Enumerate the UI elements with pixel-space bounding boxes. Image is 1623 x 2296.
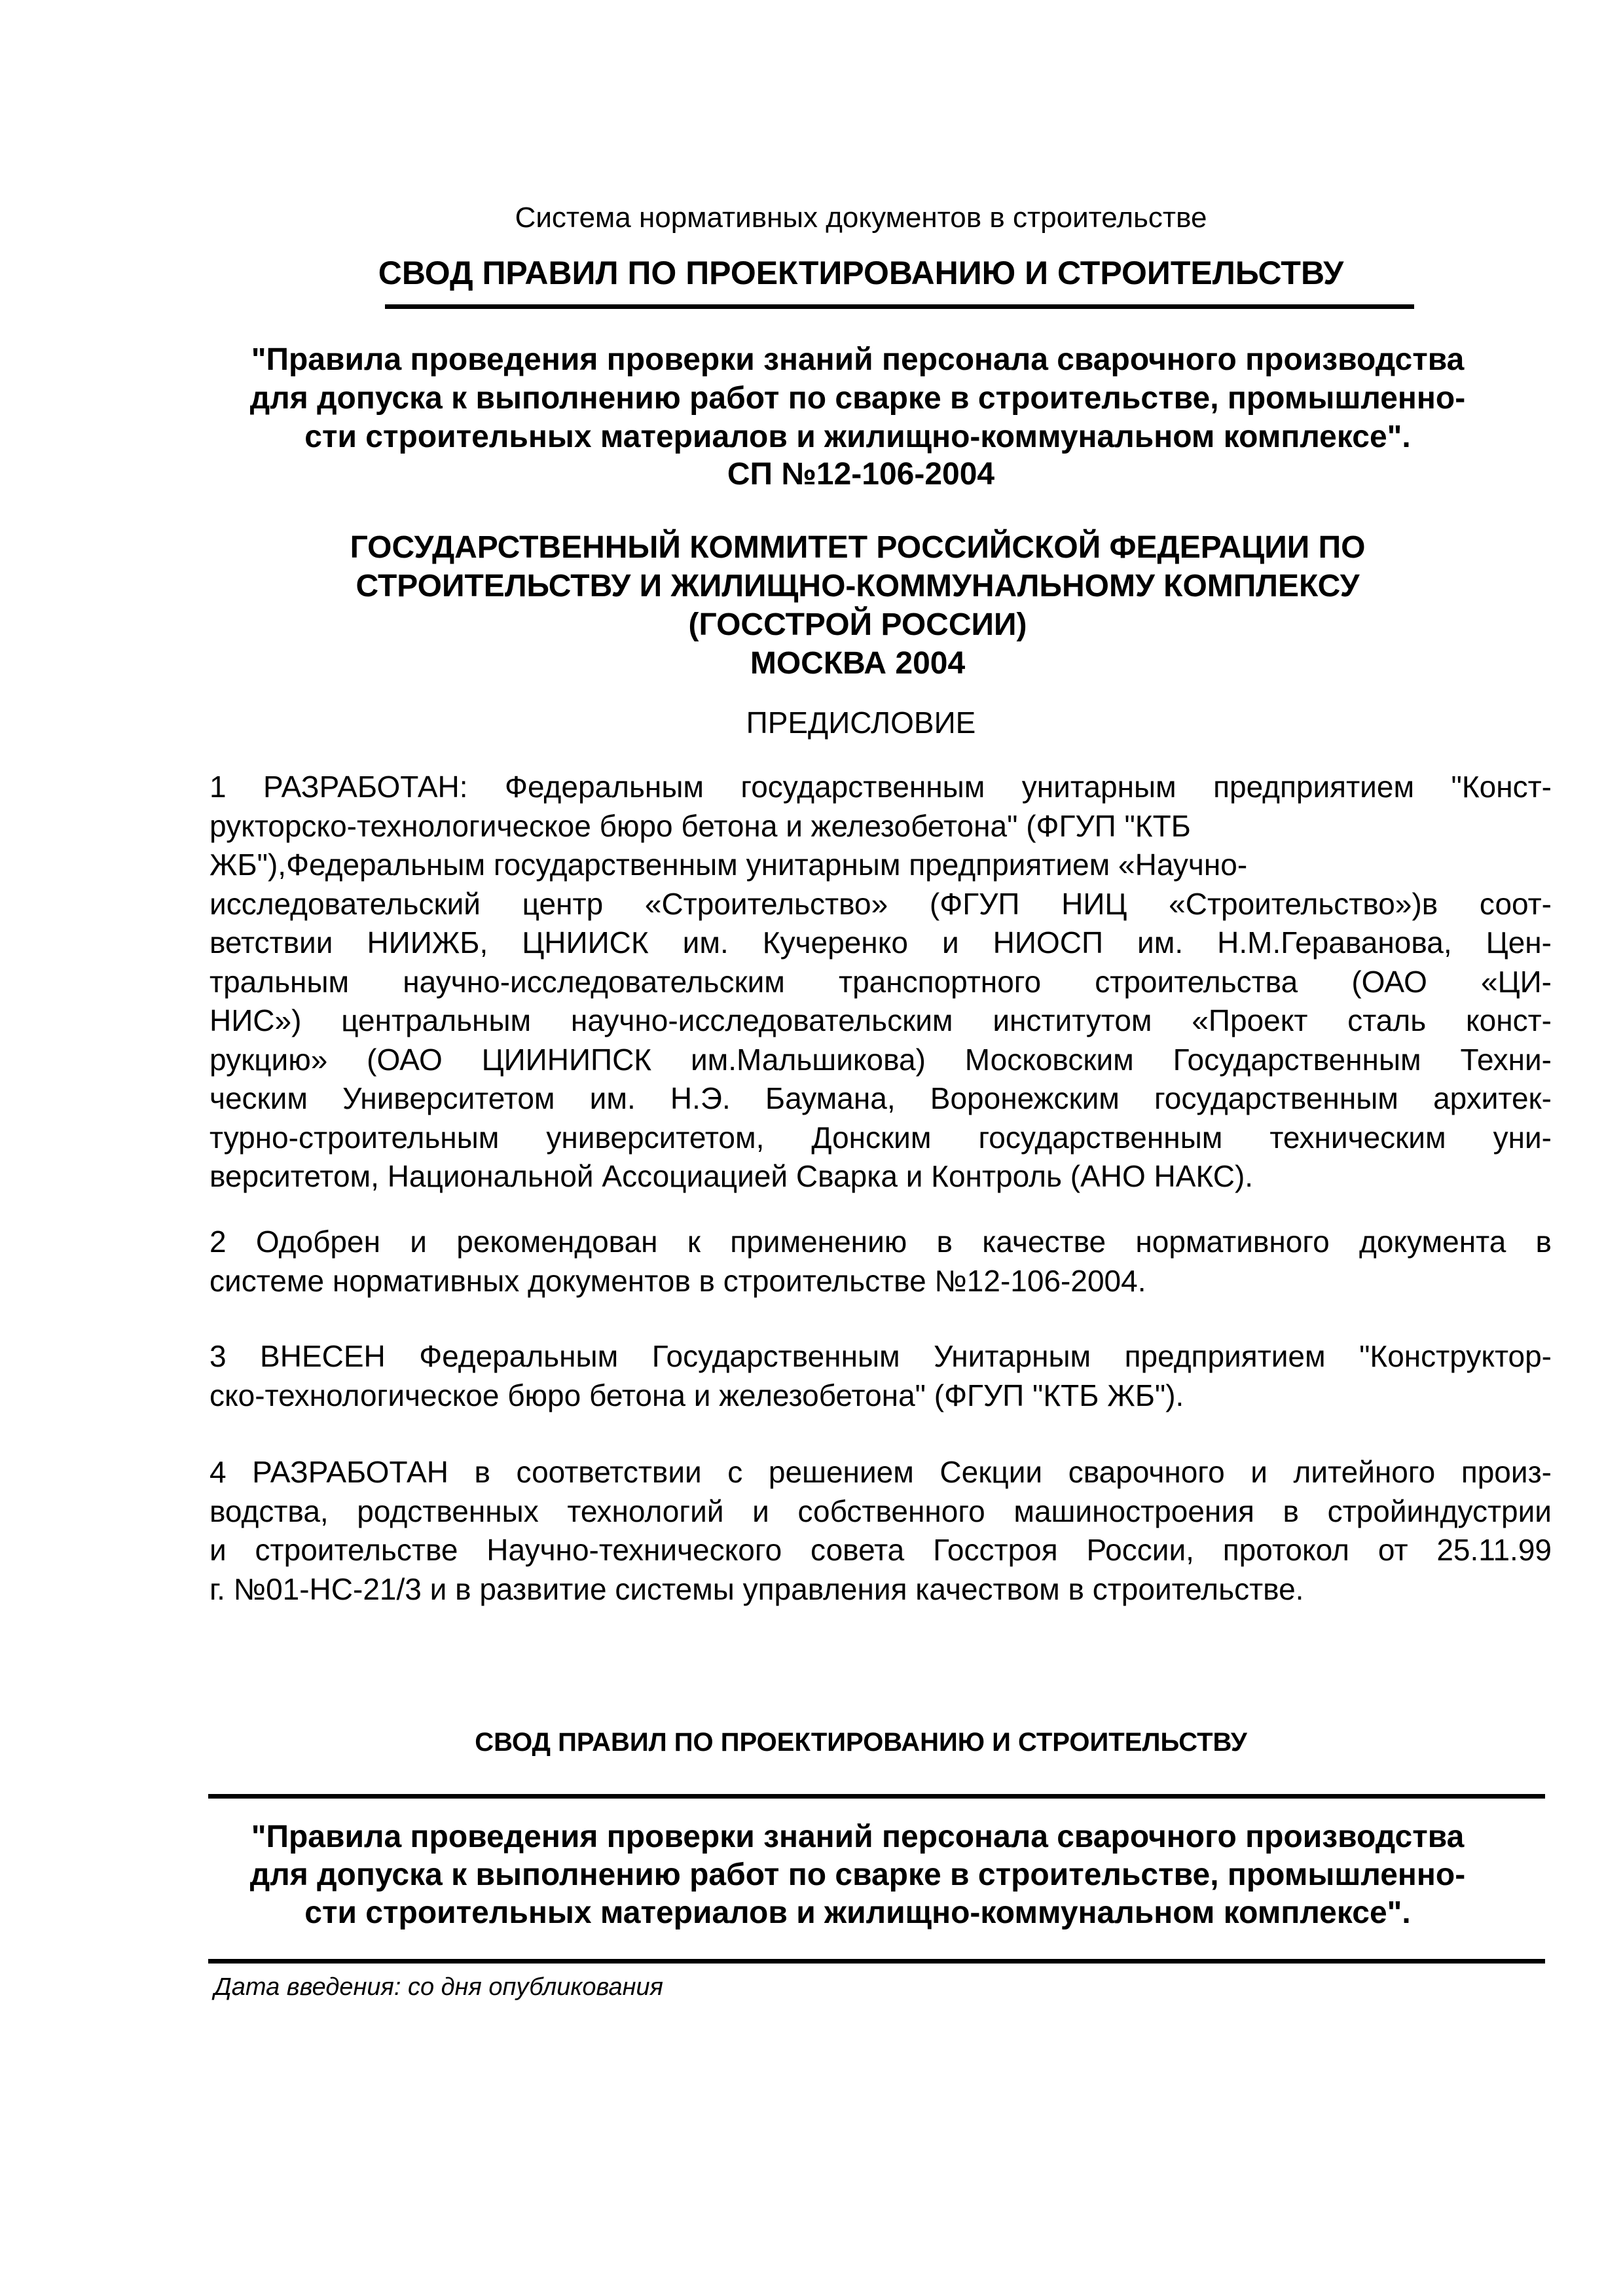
paragraph-line: ветствии НИИЖБ, ЦНИИСК им. Кучеренко и НИОСП им. Н.М.Гераванова, Цен- [210, 925, 1552, 960]
preface-heading: ПРЕДИСЛОВИЕ [746, 706, 976, 740]
paragraph-line: г. №01-НС-21/3 и в развитие системы управления качеством в строительстве. [210, 1571, 1304, 1606]
paragraph-line: 2 Одобрен и рекомендован к применению в качестве нормативного документа в [210, 1225, 1552, 1259]
paragraph-line: 3 ВНЕСЕН Федеральным Государственным Унитарным предприятием "Конструктор- [210, 1339, 1552, 1373]
paragraph-line: системе нормативных документов в строительстве №12-106-2004. [210, 1263, 1146, 1298]
paragraph-line: тральным научно-исследовательским транспортного строительства (ОАО «ЦИ- [210, 964, 1552, 999]
preface-paragraph-1 [210, 768, 1552, 1196]
organization-line: МОСКВА 2004 [750, 646, 966, 681]
code-of-rules-title: СВОД ПРАВИЛ ПО ПРОЕКТИРОВАНИЮ И СТРОИТЕЛЬСТВУ [378, 255, 1344, 291]
document-title-line: для допуска к выполнению работ по сварке в строительстве, промышленно- [249, 1857, 1466, 1892]
organization-line: СТРОИТЕЛЬСТВУ И ЖИЛИЩНО-КОММУНАЛЬНОМУ КОМПЛЕКСУ [356, 569, 1360, 603]
document-title-line: для допуска к выполнению работ по сварке в строительстве, промышленно- [249, 381, 1466, 416]
code-of-rules-title-repeat: СВОД ПРАВИЛ ПО ПРОЕКТИРОВАНИЮ И СТРОИТЕЛЬСТВУ [475, 1728, 1247, 1757]
paragraph-line: водства, родственных технологий и собственного машиностроения в стройиндустрии [210, 1494, 1552, 1528]
organization-line: ГОСУДАРСТВЕННЫЙ КОММИТЕТ РОССИЙСКОЙ ФЕДЕРАЦИИ ПО [350, 530, 1366, 565]
paragraph-line: рукцию» (ОАО ЦИИНИПСК им.Мальшикова) Московским Государственным Техни- [210, 1042, 1552, 1077]
document-title-line: сти строительных материалов и жилищно-коммунальном комплексе". [304, 420, 1411, 454]
document-number: СП №12-106-2004 [727, 457, 995, 492]
document-title [210, 340, 1506, 456]
paragraph-line: турно-строительным университетом, Донским государственным техническим уни- [210, 1120, 1552, 1155]
paragraph-line: НИС») центральным научно-исследовательским институтом «Проект сталь конст- [210, 1003, 1552, 1037]
footer-top-rule [208, 1794, 1545, 1799]
preface-paragraph-3 [210, 1337, 1552, 1415]
paragraph-line: 1 РАЗРАБОТАН: Федеральным государственным унитарным предприятием "Конст- [210, 770, 1552, 804]
document-series: Система нормативных документов в строительстве [515, 202, 1207, 234]
document-title-line: сти строительных материалов и жилищно-коммунальном комплексе". [304, 1895, 1411, 1930]
document-title-line: "Правила проведения проверки знаний персонала сварочного производства [251, 1820, 1465, 1854]
paragraph-line: и строительстве Научно-технического совета Госстроя России, протокол от 25.11.99 [210, 1533, 1552, 1567]
footer-bottom-rule [208, 1959, 1545, 1964]
paragraph-line: ско-технологическое бюро бетона и железобетона" (ФГУП "КТБ ЖБ"). [210, 1378, 1184, 1412]
preface-paragraph-4 [210, 1453, 1552, 1609]
paragraph-line: ЖБ"),Федеральным государственным унитарным предприятием «Научно- [210, 848, 1248, 882]
introduction-date: Дата введения: со дня опубликования [214, 1973, 663, 2001]
paragraph-line: исследовательский центр «Строительство» (ФГУП НИЦ «Строительство»)в соот- [210, 886, 1552, 921]
issuing-organization [216, 528, 1499, 683]
paragraph-line: ческим Университетом им. Н.Э. Баумана, Воронежским государственным архитек- [210, 1081, 1552, 1115]
organization-line: (ГОССТРОЙ РОССИИ) [688, 607, 1027, 642]
paragraph-line: 4 РАЗРАБОТАН в соответствии с решением Секции сварочного и литейного произ- [210, 1455, 1552, 1489]
paragraph-line: рукторско-технологическое бюро бетона и железобетона" (ФГУП "КТБ [210, 808, 1191, 843]
title-rule [385, 304, 1414, 309]
document-title-line: "Правила проведения проверки знаний персонала сварочного производства [251, 342, 1465, 377]
document-title-repeat [210, 1818, 1506, 1932]
preface-paragraph-2 [210, 1223, 1552, 1300]
paragraph-line: верситетом, Национальной Ассоциацией Сварка и Контроль (АНО НАКС). [210, 1159, 1254, 1193]
